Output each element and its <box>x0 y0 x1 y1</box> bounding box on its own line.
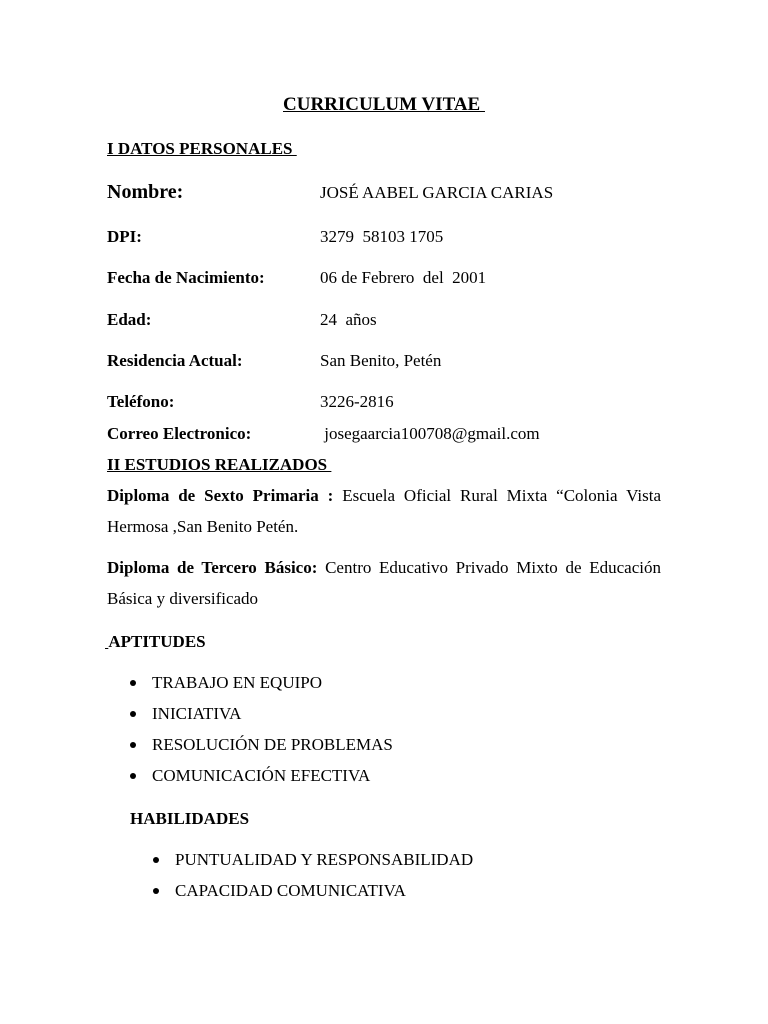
section-heading-personal: I DATOS PERSONALES <box>107 139 297 158</box>
bullet-icon <box>130 773 136 779</box>
study-label: Diploma de Sexto Primaria : <box>107 486 343 505</box>
list-item <box>130 766 393 797</box>
section-heading-skills: HABILIDADES <box>130 809 250 828</box>
field-label: Teléfono: <box>107 392 175 411</box>
field-label: Fecha de Nacimiento: <box>107 268 265 287</box>
field-value: San Benito, Petén <box>320 351 442 370</box>
field-label: Edad: <box>107 310 152 329</box>
list-item <box>130 704 393 735</box>
study-text: Centro Educativo Privado Mixto de Educación Básica y diversificado <box>107 558 661 608</box>
page-title: CURRICULUM VITAE <box>283 94 485 115</box>
list-item <box>153 881 473 912</box>
study-text: Escuela Oficial Rural Mixta “Colonia Vista Hermosa ,San Benito Petén. <box>107 486 661 536</box>
field-label: DPI: <box>107 227 142 246</box>
field-label: Residencia Actual: <box>107 351 243 370</box>
bullet-icon <box>130 680 136 686</box>
bullet-icon <box>130 711 136 717</box>
bullet-icon <box>130 742 136 748</box>
study-label: Diploma de Tercero Básico: <box>107 558 318 577</box>
bullet-icon <box>153 857 159 863</box>
list-item-text: PUNTUALIDAD Y RESPONSABILIDAD <box>175 850 474 869</box>
list-item <box>130 673 393 704</box>
list-item-text: CAPACIDAD COMUNICATIVA <box>175 881 406 900</box>
list-item <box>130 735 393 766</box>
skills-list <box>153 850 473 912</box>
heading-text: APTITUDES <box>108 632 206 651</box>
field-value: 3279 58103 1705 <box>320 227 444 246</box>
list-item <box>153 850 473 881</box>
section-heading-studies: II ESTUDIOS REALIZADOS <box>107 455 332 474</box>
list-item-text: RESOLUCIÓN DE PROBLEMAS <box>152 735 393 754</box>
field-value: josegaarcia100708@gmail.com <box>320 424 540 443</box>
field-value: JOSÉ AABEL GARCIA CARIAS <box>320 183 554 202</box>
field-value: 3226-2816 <box>320 392 394 411</box>
list-item-text: COMUNICACIÓN EFECTIVA <box>152 766 371 785</box>
list-item-text: INICIATIVA <box>152 704 242 723</box>
list-item-text: TRABAJO EN EQUIPO <box>152 673 322 692</box>
study-item-primary <box>107 480 661 542</box>
aptitudes-list <box>130 673 393 797</box>
section-heading-aptitudes <box>105 632 206 652</box>
study-item-basic <box>107 552 661 614</box>
bullet-icon <box>153 888 159 894</box>
field-label: Correo Electronico: <box>107 424 252 443</box>
field-label: Nombre: <box>107 181 184 203</box>
field-value: 24 años <box>320 310 377 329</box>
field-value: 06 de Febrero del 2001 <box>320 268 487 287</box>
